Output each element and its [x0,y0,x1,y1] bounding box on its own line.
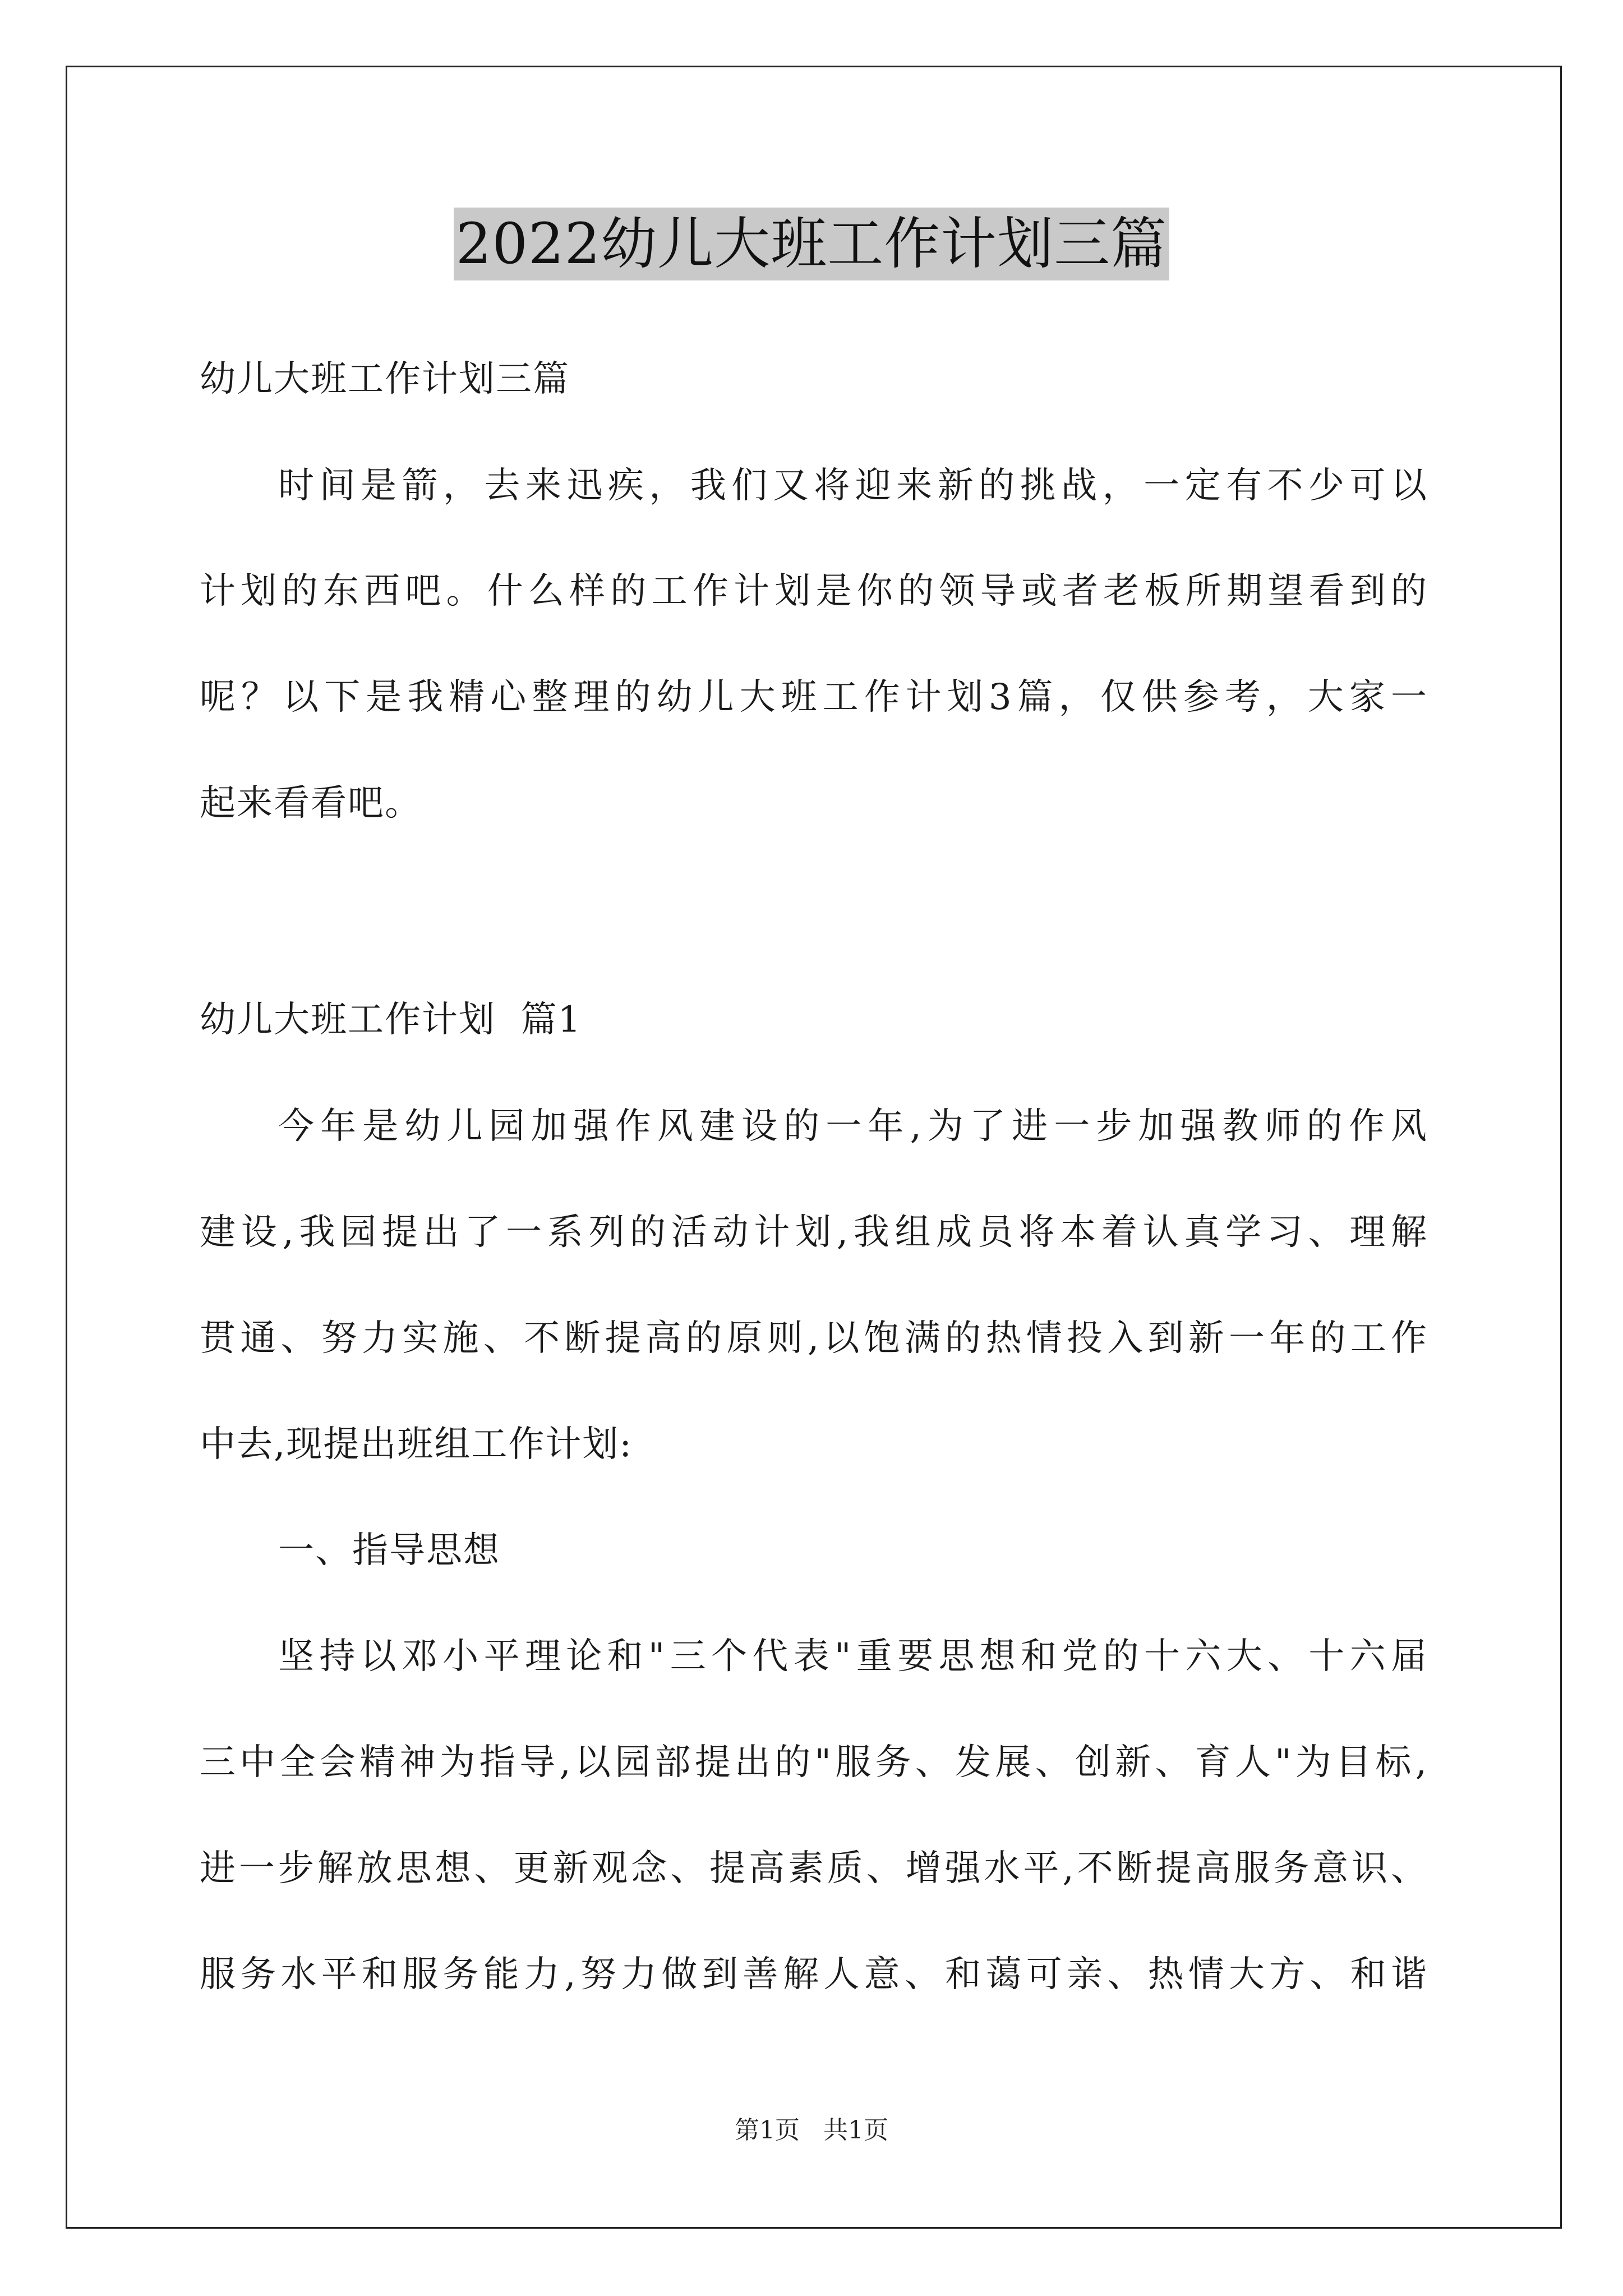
title-container [0,208,1623,280]
document-title: 2022幼儿大班工作计划三篇 [454,208,1170,280]
guideline-line: 服务水平和服务能力,努力做到善解人意、和蔼可亲、热情大方、和谐 [200,1954,1428,1995]
section-line: 贯通、努力实施、不断提高的原则,以饱满的热情投入到新一年的工作 [200,1318,1428,1359]
guideline-line: 进一步解放思想、更新观念、提高素质、增强水平,不断提高服务意识、 [200,1848,1428,1889]
intro-line: 起来看看吧。 [200,783,422,824]
guideline-line: 坚持以邓小平理论和"三个代表"重要思想和党的十六大、十六届 [278,1636,1428,1677]
intro-line: 呢？以下是我精心整理的幼儿大班工作计划3篇，仅供参考，大家一 [200,677,1428,718]
page-number: 第1页 共1页 [735,2116,888,2145]
intro-line: 计划的东西吧。什么样的工作计划是你的领导或者老板所期望看到的 [200,570,1428,612]
section-line: 中去,现提出班组工作计划: [200,1424,633,1465]
intro-line: 时间是箭，去来迅疾，我们又将迎来新的挑战，一定有不少可以 [278,465,1428,507]
section-heading: 幼儿大班工作计划 篇1 [200,999,582,1041]
section-line: 建设,我园提出了一系列的活动计划,我组成员将本着认真学习、理解 [200,1212,1428,1253]
guideline-line: 三中全会精神为指导,以园部提出的"服务、发展、创新、育人"为目标, [200,1742,1428,1783]
subheading: 一、指导思想 [278,1530,500,1571]
subtitle: 幼儿大班工作计划三篇 [200,358,570,400]
section-line: 今年是幼儿园加强作风建设的一年,为了进一步加强教师的作风 [278,1106,1428,1147]
